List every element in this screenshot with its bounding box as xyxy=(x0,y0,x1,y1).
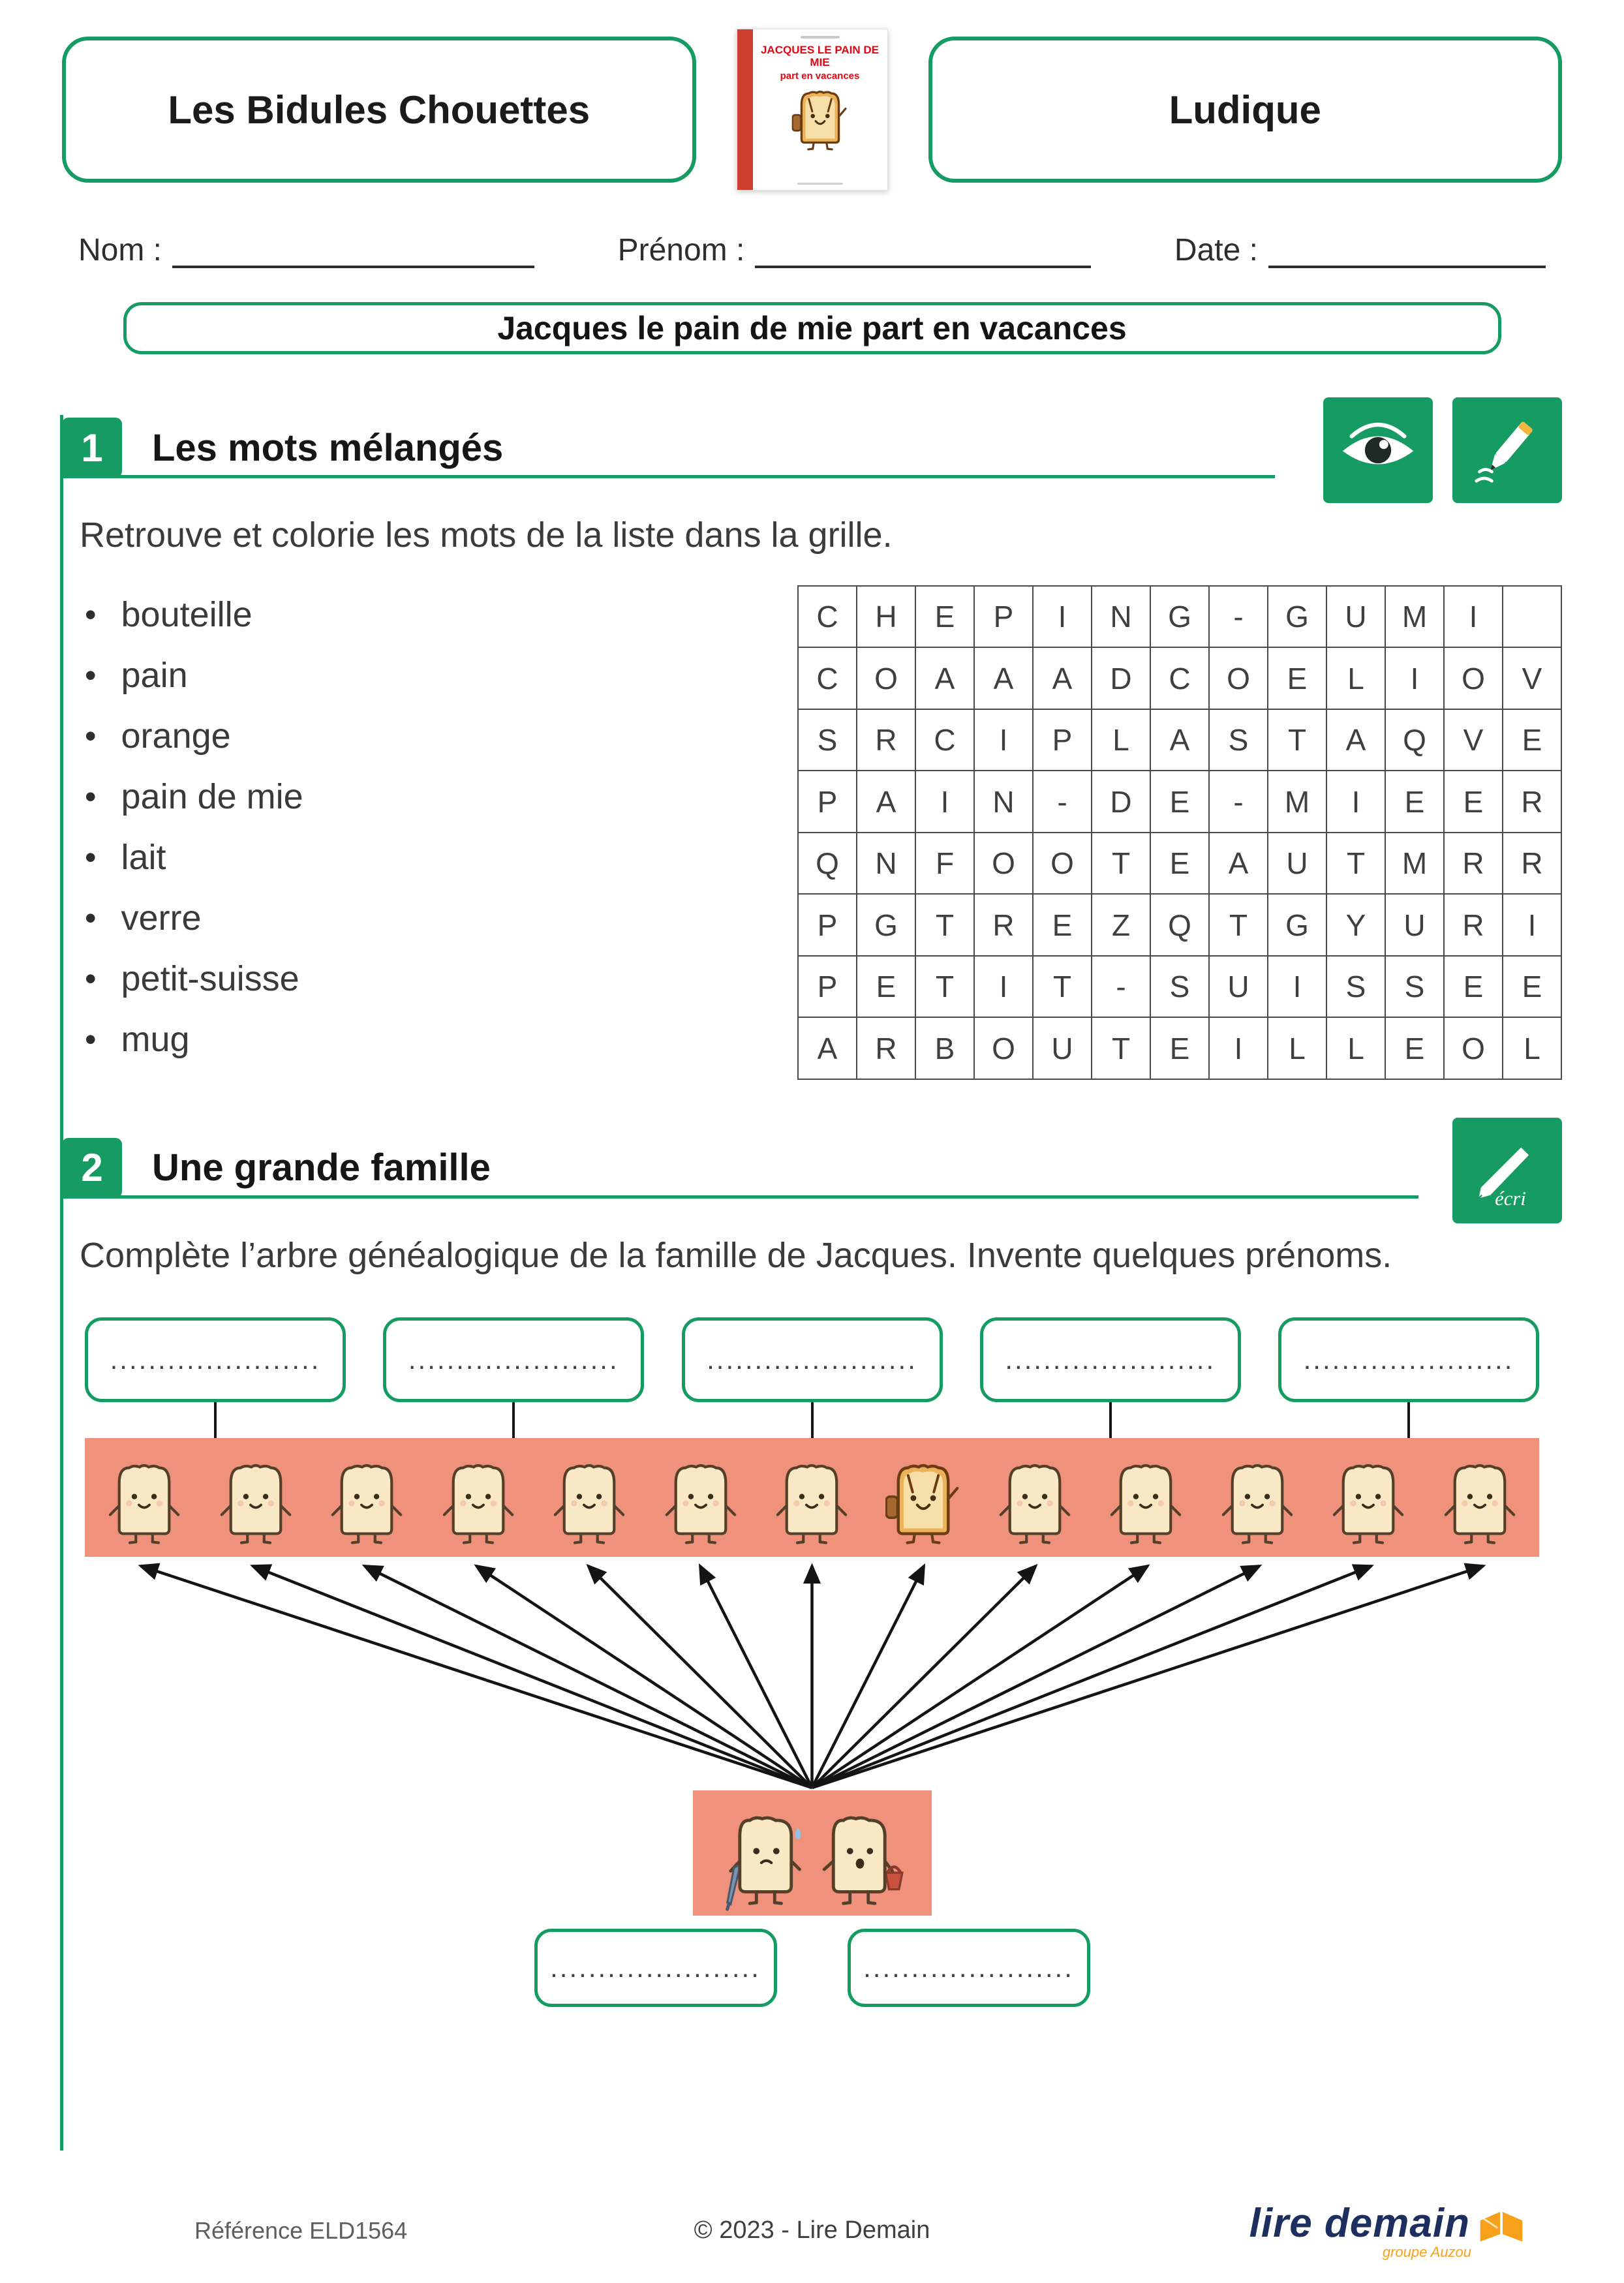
grid-cell[interactable]: P xyxy=(1033,709,1092,771)
bread-child-character xyxy=(1219,1452,1295,1553)
connector-cell xyxy=(85,1402,346,1438)
word-label: lait xyxy=(121,837,166,877)
section2-title: Une grande famille xyxy=(152,1146,491,1189)
grid-cell[interactable]: L xyxy=(1326,647,1385,709)
grid-cell[interactable]: L xyxy=(1268,1017,1326,1079)
grid-cell[interactable]: S xyxy=(1326,956,1385,1018)
grid-cell[interactable]: P xyxy=(798,956,857,1018)
child-name-box[interactable]: ...................... xyxy=(383,1317,644,1402)
grid-cell[interactable]: G xyxy=(1268,894,1326,956)
copyright-text: © 2023 - Lire Demain xyxy=(694,2216,930,2244)
grid-cell[interactable]: A xyxy=(798,1017,857,1079)
grid-cell[interactable]: Q xyxy=(1385,709,1444,771)
grid-cell[interactable]: O xyxy=(1444,1017,1503,1079)
grid-cell[interactable]: - xyxy=(1209,586,1268,648)
grid-cell[interactable]: E xyxy=(1150,771,1209,833)
grid-cell[interactable]: C xyxy=(798,586,857,648)
parent-umbrella-character xyxy=(719,1801,810,1913)
grid-cell[interactable]: I xyxy=(1268,956,1326,1018)
grid-cell[interactable]: N xyxy=(1092,586,1150,648)
word-item xyxy=(85,655,303,696)
observe-icon-box xyxy=(1323,397,1433,503)
grid-cell[interactable]: I xyxy=(974,956,1033,1018)
grid-cell[interactable]: U xyxy=(1268,833,1326,895)
grid-cell[interactable]: C xyxy=(915,709,974,771)
grid-cell[interactable]: E xyxy=(1385,771,1444,833)
grid-cell[interactable]: V xyxy=(1444,709,1503,771)
grid-cell[interactable]: S xyxy=(1150,956,1209,1018)
word-label: petit-suisse xyxy=(121,958,299,998)
grid-cell[interactable]: T xyxy=(1092,833,1150,895)
grid-cell[interactable]: E xyxy=(1503,956,1561,1018)
connector-cell xyxy=(1278,1402,1539,1438)
section1-number-badge: 1 xyxy=(62,418,122,478)
date-field xyxy=(1174,232,1546,268)
grid-cell[interactable]: C xyxy=(1150,647,1209,709)
grid-cell[interactable]: P xyxy=(798,894,857,956)
section2-instruction: Complète l’arbre généalogique de la famille de Jacques. Invente quelques prénoms. xyxy=(80,1235,1392,1275)
grid-cell[interactable]: E xyxy=(1150,833,1209,895)
connector-line xyxy=(1109,1402,1112,1438)
grid-row xyxy=(798,709,1561,771)
bullet-icon: • xyxy=(85,778,97,815)
name-field xyxy=(78,232,534,268)
family-arrow xyxy=(589,1566,812,1788)
grid-cell[interactable]: A xyxy=(1033,647,1092,709)
family-arrow xyxy=(812,1566,1036,1788)
grid-cell[interactable]: S xyxy=(798,709,857,771)
grid-cell[interactable]: A xyxy=(1209,833,1268,895)
family-arrow xyxy=(812,1566,1148,1788)
grid-cell[interactable]: R xyxy=(1503,771,1561,833)
grid-cell[interactable]: A xyxy=(1150,709,1209,771)
grid-cell[interactable]: M xyxy=(1385,833,1444,895)
grid-cell[interactable]: T xyxy=(1092,1017,1150,1079)
grid-cell[interactable]: Z xyxy=(1092,894,1150,956)
grid-cell[interactable]: B xyxy=(915,1017,974,1079)
grid-cell[interactable]: O xyxy=(1033,833,1092,895)
word-item xyxy=(85,594,303,635)
writing-hand-icon xyxy=(1466,1132,1548,1209)
bread-child-character xyxy=(1330,1452,1406,1553)
bread-children-row xyxy=(85,1438,1539,1557)
grid-cell[interactable]: F xyxy=(915,833,974,895)
word-item xyxy=(85,1019,303,1060)
page-footer xyxy=(0,2200,1624,2261)
word-label: orange xyxy=(121,716,231,756)
grid-cell[interactable]: L xyxy=(1503,1017,1561,1079)
page-header xyxy=(0,0,1624,191)
bread-child-character xyxy=(774,1452,850,1553)
connector-line xyxy=(1407,1402,1410,1438)
grid-cell[interactable]: I xyxy=(974,709,1033,771)
arrows-svg xyxy=(85,1557,1539,1792)
svg-text:écri: écri xyxy=(1495,1187,1526,1209)
grid-cell[interactable]: E xyxy=(857,956,915,1018)
grid-cell[interactable]: E xyxy=(915,586,974,648)
grid-cell[interactable]: T xyxy=(915,956,974,1018)
firstname-label: Prénom : xyxy=(617,233,745,268)
grid-cell[interactable]: E xyxy=(1444,771,1503,833)
grid-cell[interactable]: U xyxy=(1209,956,1268,1018)
connector-line xyxy=(512,1402,515,1438)
grid-cell[interactable]: A xyxy=(974,647,1033,709)
child-name-box[interactable]: ...................... xyxy=(682,1317,943,1402)
word-item xyxy=(85,898,303,938)
grid-cell[interactable]: O xyxy=(974,1017,1033,1079)
firstname-field xyxy=(618,232,1092,268)
series-title: Les Bidules Chouettes xyxy=(168,87,590,132)
connector-cell xyxy=(383,1402,644,1438)
grid-cell[interactable]: I xyxy=(1385,647,1444,709)
bread-child-character xyxy=(551,1452,627,1553)
section1-title: Les mots mélangés xyxy=(152,426,504,469)
family-arrow xyxy=(141,1566,812,1788)
grid-row xyxy=(798,771,1561,833)
grid-cell[interactable]: T xyxy=(915,894,974,956)
worksheet-title-banner xyxy=(123,302,1501,354)
grid-cell[interactable]: A xyxy=(857,771,915,833)
word-item xyxy=(85,716,303,756)
grid-cell[interactable]: C xyxy=(798,647,857,709)
date-input-line[interactable] xyxy=(1268,236,1546,268)
bread-child-character xyxy=(106,1452,182,1553)
write-icon-box xyxy=(1452,1118,1562,1223)
parent-basket-character xyxy=(814,1801,906,1913)
grid-cell[interactable]: - xyxy=(1209,771,1268,833)
grid-cell[interactable]: A xyxy=(1326,709,1385,771)
grid-cell[interactable]: Y xyxy=(1326,894,1385,956)
cover-author-line xyxy=(801,36,840,38)
grid-cell[interactable]: S xyxy=(1385,956,1444,1018)
bullet-icon: • xyxy=(85,1020,97,1058)
grid-cell[interactable]: S xyxy=(1209,709,1268,771)
cover-publisher-line xyxy=(797,183,843,185)
bread-child-character xyxy=(1442,1452,1518,1553)
publisher-group-text: groupe Auzou xyxy=(1382,2244,1471,2260)
bread-child-character xyxy=(329,1452,405,1553)
word-item xyxy=(85,776,303,817)
word-item xyxy=(85,837,303,878)
bread-child-character xyxy=(663,1452,739,1553)
grid-cell[interactable]: G xyxy=(857,894,915,956)
connector-cell xyxy=(682,1402,943,1438)
grid-cell[interactable]: R xyxy=(974,894,1033,956)
parent-name-box[interactable]: ...................... xyxy=(848,1929,1090,2007)
connector-cell xyxy=(980,1402,1241,1438)
book-cover-thumbnail xyxy=(737,29,888,191)
grid-cell[interactable]: O xyxy=(1209,647,1268,709)
grid-cell[interactable]: G xyxy=(1268,586,1326,648)
connector-row xyxy=(85,1402,1539,1438)
family-arrow xyxy=(700,1566,812,1788)
grid-cell[interactable]: - xyxy=(1033,771,1092,833)
child-name-box[interactable]: ...................... xyxy=(980,1317,1241,1402)
grid-cell[interactable]: U xyxy=(1385,894,1444,956)
wordsearch-grid xyxy=(797,585,1562,1080)
grid-cell[interactable]: D xyxy=(1092,647,1150,709)
section1-instruction: Retrouve et colorie les mots de la liste dans la grille. xyxy=(80,515,893,555)
firstname-input-line[interactable] xyxy=(755,236,1091,268)
word-label: pain de mie xyxy=(121,776,303,816)
grid-cell[interactable]: I xyxy=(1209,1017,1268,1079)
grid-cell[interactable]: P xyxy=(974,586,1033,648)
parents-box xyxy=(693,1790,932,1916)
grid-cell[interactable]: I xyxy=(915,771,974,833)
grid-cell[interactable]: G xyxy=(1150,586,1209,648)
series-title-box xyxy=(62,37,696,183)
grid-cell[interactable]: E xyxy=(1444,956,1503,1018)
family-arrow xyxy=(476,1566,812,1788)
word-label: bouteille xyxy=(121,594,253,634)
grid-cell[interactable]: V xyxy=(1503,647,1561,709)
grid-cell[interactable]: L xyxy=(1326,1017,1385,1079)
eye-icon xyxy=(1337,412,1419,489)
open-book-icon xyxy=(1477,2203,1526,2245)
grid-cell[interactable]: T xyxy=(1268,709,1326,771)
grid-row xyxy=(798,956,1561,1018)
grid-cell[interactable]: O xyxy=(857,647,915,709)
word-list xyxy=(85,594,303,1080)
grid-cell[interactable]: - xyxy=(1092,956,1150,1018)
bread-child-character xyxy=(440,1452,516,1553)
word-item xyxy=(85,958,303,999)
child-name-box[interactable]: ...................... xyxy=(85,1317,346,1402)
grid-cell[interactable]: R xyxy=(1503,833,1561,895)
grid-cell[interactable]: R xyxy=(857,709,915,771)
grid-cell[interactable]: M xyxy=(1385,586,1444,648)
grid-cell[interactable]: U xyxy=(1326,586,1385,648)
grid-cell[interactable]: T xyxy=(1033,956,1092,1018)
book-cover-body xyxy=(753,29,887,190)
bread-child-character xyxy=(218,1452,294,1553)
identity-row xyxy=(78,232,1546,268)
bread-child-character xyxy=(1108,1452,1184,1553)
cover-title: JACQUES LE PAIN DE MIE xyxy=(760,44,880,69)
family-arrow xyxy=(812,1566,925,1788)
name-input-line[interactable] xyxy=(172,236,534,268)
children-name-row xyxy=(85,1317,1539,1402)
family-tree xyxy=(85,1317,1539,2007)
grid-cell[interactable]: T xyxy=(1326,833,1385,895)
pencil-icon xyxy=(1466,412,1548,489)
grid-cell[interactable]: I xyxy=(1033,586,1092,648)
book-spine xyxy=(737,29,753,190)
word-label: mug xyxy=(121,1019,190,1059)
bullet-icon: • xyxy=(85,838,97,876)
category-box xyxy=(928,37,1563,183)
word-label: verre xyxy=(121,898,202,938)
grid-cell[interactable]: P xyxy=(798,771,857,833)
grid-cell[interactable]: Q xyxy=(1150,894,1209,956)
word-label: pain xyxy=(121,655,188,695)
cover-subtitle: part en vacances xyxy=(780,70,860,82)
grid-cell[interactable]: L xyxy=(1092,709,1150,771)
grid-cell[interactable]: E xyxy=(1033,894,1092,956)
section1-icons xyxy=(1323,397,1562,503)
grid-cell[interactable]: A xyxy=(915,647,974,709)
section1-rule xyxy=(62,475,1275,478)
section1-content xyxy=(85,585,1562,1080)
grid-cell[interactable]: I xyxy=(1326,771,1385,833)
grid-cell[interactable]: E xyxy=(1268,647,1326,709)
bullet-icon: • xyxy=(85,656,97,694)
grid-cell[interactable]: I xyxy=(1503,894,1561,956)
connector-line xyxy=(811,1402,814,1438)
connector-line xyxy=(214,1402,217,1438)
grid-cell[interactable]: E xyxy=(1503,709,1561,771)
grid-cell[interactable] xyxy=(1503,586,1561,648)
grid-cell[interactable]: E xyxy=(1150,1017,1209,1079)
section1-header xyxy=(62,417,1562,478)
left-margin-rule xyxy=(60,415,63,2151)
worksheet-title: Jacques le pain de mie part en vacances xyxy=(497,310,1127,346)
grid-cell[interactable]: R xyxy=(857,1017,915,1079)
family-arrow xyxy=(365,1566,812,1788)
grid-cell[interactable]: Q xyxy=(798,833,857,895)
grid-row xyxy=(798,894,1561,956)
family-arrow xyxy=(812,1566,1371,1788)
cover-bread-character-icon xyxy=(791,85,849,153)
family-arrow xyxy=(812,1566,1260,1788)
section2-header xyxy=(62,1137,1562,1209)
grid-cell[interactable]: M xyxy=(1268,771,1326,833)
grid-cell[interactable]: H xyxy=(857,586,915,648)
bullet-icon: • xyxy=(85,717,97,754)
colour-icon-box xyxy=(1452,397,1562,503)
grid-row xyxy=(798,586,1561,648)
section2-number-badge: 2 xyxy=(62,1138,122,1198)
section2-icons xyxy=(1452,1118,1562,1223)
bullet-icon: • xyxy=(85,899,97,936)
grid-cell[interactable]: D xyxy=(1092,771,1150,833)
name-label: Nom : xyxy=(78,233,162,268)
date-label: Date : xyxy=(1174,233,1258,268)
grid-cell[interactable]: I xyxy=(1444,586,1503,648)
grid-cell[interactable]: O xyxy=(974,833,1033,895)
family-arrow xyxy=(812,1566,1484,1788)
grid-cell[interactable]: T xyxy=(1209,894,1268,956)
parent-name-box[interactable]: ...................... xyxy=(534,1929,777,2007)
grid-cell[interactable]: R xyxy=(1444,833,1503,895)
parents-name-row xyxy=(85,1929,1539,2007)
bread-child-character xyxy=(997,1452,1073,1553)
grid-cell[interactable]: N xyxy=(857,833,915,895)
reference-number: Référence ELD1564 xyxy=(194,2216,408,2244)
family-arrow xyxy=(253,1566,812,1788)
grid-cell[interactable]: N xyxy=(974,771,1033,833)
bullet-icon: • xyxy=(85,960,97,997)
jacques-character xyxy=(885,1452,961,1553)
grid-row xyxy=(798,1017,1561,1079)
grid-cell[interactable]: U xyxy=(1033,1017,1092,1079)
section2-rule xyxy=(62,1195,1418,1199)
publisher-logo-text: lire demain xyxy=(1249,2201,1470,2246)
grid-row xyxy=(798,833,1561,895)
category-label: Ludique xyxy=(1169,87,1321,132)
grid-cell[interactable]: O xyxy=(1444,647,1503,709)
grid-row xyxy=(798,647,1561,709)
grid-cell[interactable]: E xyxy=(1385,1017,1444,1079)
child-name-box[interactable]: ...................... xyxy=(1278,1317,1539,1402)
publisher-logo xyxy=(1249,2200,1526,2261)
bullet-icon: • xyxy=(85,596,97,633)
grid-cell[interactable]: R xyxy=(1444,894,1503,956)
